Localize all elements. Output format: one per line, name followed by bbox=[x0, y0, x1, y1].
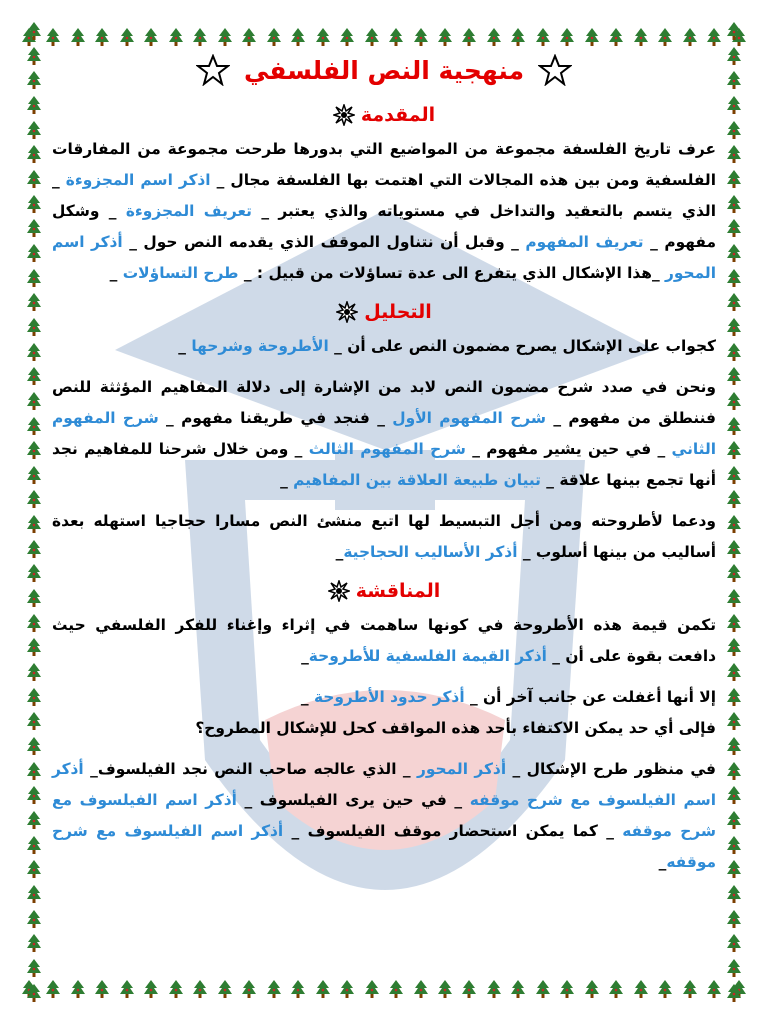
christmas-tree-border-icon bbox=[727, 47, 741, 65]
christmas-tree-border-icon bbox=[27, 984, 41, 1002]
placeholder-text: طرح التساؤلات bbox=[122, 264, 239, 282]
placeholder-text: أذكر اسم المحور bbox=[52, 233, 716, 282]
christmas-tree-border-icon bbox=[95, 28, 109, 46]
body-text: _ وشكل مفهوم _ bbox=[52, 202, 717, 251]
christmas-tree-border-icon bbox=[727, 910, 741, 928]
body-text: كجواب على الإشكال يصرح مضمون النص على أن _ bbox=[328, 337, 716, 355]
christmas-tree-border-icon bbox=[727, 466, 741, 484]
body-text: عرف تاريخ الفلسفة مجموعة من المواضيع التي بدورها طرحت مجموعة من المفارقات الفلسفية ومن بين هذه المجالات التي اهتمت بها الفلسفة مجال _ bbox=[52, 140, 716, 189]
christmas-tree-border-icon bbox=[27, 441, 41, 459]
section-heading-discussion: المناقشة bbox=[355, 580, 441, 602]
christmas-tree-border-icon bbox=[27, 515, 41, 533]
christmas-tree-border-icon bbox=[727, 490, 741, 508]
christmas-tree-border-icon bbox=[727, 318, 741, 336]
christmas-tree-border-icon bbox=[316, 28, 330, 46]
christmas-tree-border-icon bbox=[27, 910, 41, 928]
christmas-tree-border-icon bbox=[27, 540, 41, 558]
christmas-tree-border-icon bbox=[27, 219, 41, 237]
christmas-tree-border-icon bbox=[218, 28, 232, 46]
placeholder-text: شرح المفهوم الثالث bbox=[308, 440, 466, 458]
body-text: _ الذي يتسم بالتعقيد والتداخل في مستوياته والذي يعتبر _ bbox=[52, 171, 716, 220]
body-text: _ bbox=[658, 853, 667, 871]
christmas-tree-border-icon bbox=[27, 737, 41, 755]
christmas-tree-border-icon bbox=[727, 417, 741, 435]
christmas-tree-border-icon bbox=[727, 441, 741, 459]
border-right bbox=[724, 22, 744, 1002]
body-text: _ الذي عالجه صاحب النص نجد الفيلسوف_ bbox=[83, 760, 418, 778]
placeholder-text: تبيان طبيعة العلاقة بين المفاهيم bbox=[293, 471, 541, 489]
placeholder-text: أذكر المحور bbox=[417, 760, 507, 778]
christmas-tree-border-icon bbox=[727, 959, 741, 977]
placeholder-text: أذكر القيمة الفلسفية للأطروحة bbox=[308, 647, 547, 665]
christmas-tree-border-icon bbox=[727, 984, 741, 1002]
border-top bbox=[22, 28, 746, 48]
christmas-tree-border-icon bbox=[438, 28, 452, 46]
christmas-tree-border-icon bbox=[609, 28, 623, 46]
christmas-tree-border-icon bbox=[27, 934, 41, 952]
section-intro bbox=[52, 104, 716, 126]
christmas-tree-border-icon bbox=[727, 564, 741, 582]
placeholder-text: تعريف المجزوءة bbox=[125, 202, 252, 220]
body-text: ونحن في صدد شرح مضمون النص لابد من الإشارة إلى دلالة المفاهيم المؤثثة للنص فننطلق من مفهوم _ bbox=[52, 378, 716, 427]
section-analysis bbox=[52, 301, 716, 323]
burst-icon bbox=[333, 104, 355, 126]
body-text: _ في حين يرى الفيلسوف _ bbox=[236, 791, 470, 809]
christmas-tree-border-icon bbox=[727, 614, 741, 632]
christmas-tree-border-icon bbox=[27, 392, 41, 410]
body-text: _ في حين يشير مفهوم _ bbox=[465, 440, 672, 458]
christmas-tree-border-icon bbox=[727, 367, 741, 385]
christmas-tree-border-icon bbox=[727, 22, 741, 40]
christmas-tree-border-icon bbox=[27, 269, 41, 287]
christmas-tree-border-icon bbox=[27, 589, 41, 607]
body-text: تكمن قيمة هذه الأطروحة في كونها ساهمت في إثراء وإغناء للفكر الفلسفي حيث دافعت بقوة على أن _ bbox=[52, 616, 716, 665]
christmas-tree-border-icon bbox=[27, 490, 41, 508]
christmas-tree-border-icon bbox=[27, 564, 41, 582]
section-heading-analysis: التحليل bbox=[364, 301, 432, 323]
placeholder-text: أذكر اسم الفيلسوف مع شرح موقفه bbox=[52, 791, 717, 840]
christmas-tree-border-icon bbox=[46, 28, 60, 46]
body-text: _ bbox=[178, 337, 192, 355]
christmas-tree-border-icon bbox=[727, 811, 741, 829]
body-text: _ وقبل أن نتناول الموقف الذي يقدمه النص حول _ bbox=[122, 233, 526, 251]
christmas-tree-border-icon bbox=[389, 28, 403, 46]
christmas-tree-border-icon bbox=[727, 392, 741, 410]
burst-icon bbox=[328, 580, 350, 602]
placeholder-text: أذكر اسم الفيلسوف مع شرح موقفه bbox=[52, 822, 716, 871]
placeholder-text: شرح المفهوم الأول bbox=[392, 409, 546, 427]
placeholder-text: أذكر الأساليب الحجاجية bbox=[343, 543, 518, 561]
paragraph-arguments bbox=[52, 506, 716, 568]
christmas-tree-border-icon bbox=[242, 28, 256, 46]
body-text: _ فنجد في طريقنا مفهوم _ bbox=[158, 409, 393, 427]
body-text: فإلى أي حد يمكن الاكتفاء بأحد هذه المواقف كحل للإشكال المطروح؟ bbox=[195, 719, 716, 737]
page-title: منهجية النص الفلسفي bbox=[243, 55, 525, 85]
christmas-tree-border-icon bbox=[727, 145, 741, 163]
christmas-tree-border-icon bbox=[365, 28, 379, 46]
christmas-tree-border-icon bbox=[727, 219, 741, 237]
christmas-tree-border-icon bbox=[727, 71, 741, 89]
christmas-tree-border-icon bbox=[27, 836, 41, 854]
christmas-tree-border-icon bbox=[27, 811, 41, 829]
christmas-tree-border-icon bbox=[71, 28, 85, 46]
christmas-tree-border-icon bbox=[27, 959, 41, 977]
christmas-tree-border-icon bbox=[727, 737, 741, 755]
christmas-tree-border-icon bbox=[27, 885, 41, 903]
body-text: ودعما لأطروحته ومن أجل التبسيط لها اتبع منشئ النص مسارا حجاجيا استهله بعدة أساليب من بينها أسلوب _ bbox=[52, 512, 716, 561]
christmas-tree-border-icon bbox=[27, 71, 41, 89]
christmas-tree-border-icon bbox=[585, 28, 599, 46]
christmas-tree-border-icon bbox=[27, 96, 41, 114]
body-text: _ ومن خلال شرحنا للمفاهيم نجد أنها تجمع بينها علاقة _ bbox=[52, 440, 716, 489]
christmas-tree-border-icon bbox=[727, 934, 741, 952]
paragraph-concepts bbox=[52, 372, 716, 496]
christmas-tree-border-icon bbox=[27, 712, 41, 730]
body-text: _ bbox=[280, 471, 294, 489]
body-text: _ bbox=[109, 264, 123, 282]
paragraph-intro bbox=[52, 134, 716, 289]
christmas-tree-border-icon bbox=[27, 318, 41, 336]
body-text: _ كما يمكن استحضار موقف الفيلسوف _ bbox=[283, 822, 623, 840]
christmas-tree-border-icon bbox=[727, 836, 741, 854]
christmas-tree-border-icon bbox=[727, 293, 741, 311]
christmas-tree-border-icon bbox=[727, 762, 741, 780]
christmas-tree-border-icon bbox=[27, 343, 41, 361]
christmas-tree-border-icon bbox=[27, 195, 41, 213]
section-heading-intro: المقدمة bbox=[360, 104, 436, 126]
document-page bbox=[52, 54, 716, 994]
christmas-tree-border-icon bbox=[193, 28, 207, 46]
paragraph-thesis bbox=[52, 331, 716, 362]
paragraph-perspectives bbox=[52, 754, 716, 878]
christmas-tree-border-icon bbox=[340, 28, 354, 46]
christmas-tree-border-icon bbox=[727, 269, 741, 287]
christmas-tree-border-icon bbox=[291, 28, 305, 46]
christmas-tree-border-icon bbox=[27, 293, 41, 311]
body-text: إلا أنها أغفلت عن جانب آخر أن _ bbox=[464, 688, 716, 706]
christmas-tree-border-icon bbox=[462, 28, 476, 46]
christmas-tree-border-icon bbox=[169, 28, 183, 46]
christmas-tree-border-icon bbox=[27, 170, 41, 188]
christmas-tree-border-icon bbox=[27, 244, 41, 262]
christmas-tree-border-icon bbox=[683, 28, 697, 46]
placeholder-text: شرح المفهوم الثاني bbox=[52, 409, 716, 458]
section-discussion bbox=[52, 580, 716, 602]
placeholder-text: تعريف المفهوم bbox=[525, 233, 644, 251]
christmas-tree-border-icon bbox=[267, 28, 281, 46]
christmas-tree-border-icon bbox=[487, 28, 501, 46]
christmas-tree-border-icon bbox=[727, 885, 741, 903]
title-row bbox=[52, 54, 716, 86]
paragraph-limits bbox=[52, 682, 716, 713]
christmas-tree-border-icon bbox=[727, 96, 741, 114]
christmas-tree-border-icon bbox=[727, 121, 741, 139]
christmas-tree-border-icon bbox=[707, 28, 721, 46]
christmas-tree-border-icon bbox=[727, 343, 741, 361]
christmas-tree-border-icon bbox=[27, 762, 41, 780]
christmas-tree-border-icon bbox=[560, 28, 574, 46]
christmas-tree-border-icon bbox=[511, 28, 525, 46]
body-text: _ bbox=[301, 647, 309, 665]
christmas-tree-border-icon bbox=[27, 121, 41, 139]
christmas-tree-border-icon bbox=[658, 28, 672, 46]
christmas-tree-border-icon bbox=[727, 663, 741, 681]
christmas-tree-border-icon bbox=[727, 688, 741, 706]
placeholder-text: اذكر اسم المجزوءة bbox=[65, 171, 211, 189]
christmas-tree-border-icon bbox=[727, 860, 741, 878]
christmas-tree-border-icon bbox=[727, 244, 741, 262]
christmas-tree-border-icon bbox=[27, 466, 41, 484]
christmas-tree-border-icon bbox=[27, 786, 41, 804]
placeholder-text: الأطروحة وشرحها bbox=[191, 337, 329, 355]
placeholder-text: أذكر اسم الفيلسوف مع شرح موقفه bbox=[52, 760, 716, 809]
christmas-tree-border-icon bbox=[727, 170, 741, 188]
christmas-tree-border-icon bbox=[536, 28, 550, 46]
christmas-tree-border-icon bbox=[27, 417, 41, 435]
christmas-tree-border-icon bbox=[727, 540, 741, 558]
burst-icon bbox=[336, 301, 358, 323]
border-left bbox=[24, 22, 44, 1002]
star-outline-icon bbox=[538, 54, 572, 86]
christmas-tree-border-icon bbox=[27, 145, 41, 163]
christmas-tree-border-icon bbox=[27, 614, 41, 632]
christmas-tree-border-icon bbox=[27, 688, 41, 706]
placeholder-text: أذكر حدود الأطروحة bbox=[313, 688, 465, 706]
christmas-tree-border-icon bbox=[727, 515, 741, 533]
christmas-tree-border-icon bbox=[120, 28, 134, 46]
christmas-tree-border-icon bbox=[27, 47, 41, 65]
paragraph-value bbox=[52, 610, 716, 672]
christmas-tree-border-icon bbox=[144, 28, 158, 46]
christmas-tree-border-icon bbox=[27, 638, 41, 656]
christmas-tree-border-icon bbox=[27, 367, 41, 385]
christmas-tree-border-icon bbox=[727, 712, 741, 730]
paragraph-question bbox=[52, 713, 716, 744]
christmas-tree-border-icon bbox=[634, 28, 648, 46]
body-text: _ bbox=[335, 543, 344, 561]
christmas-tree-border-icon bbox=[727, 638, 741, 656]
christmas-tree-border-icon bbox=[414, 28, 428, 46]
christmas-tree-border-icon bbox=[727, 195, 741, 213]
star-outline-icon bbox=[196, 54, 230, 86]
christmas-tree-border-icon bbox=[27, 663, 41, 681]
body-text: في منظور طرح الإشكال _ bbox=[506, 760, 716, 778]
christmas-tree-border-icon bbox=[727, 589, 741, 607]
body-text: _ bbox=[300, 688, 314, 706]
christmas-tree-border-icon bbox=[727, 786, 741, 804]
body-text: _هذا الإشكال الذي يتفرع الى عدة تساؤلات من قبيل : _ bbox=[238, 264, 666, 282]
christmas-tree-border-icon bbox=[27, 22, 41, 40]
christmas-tree-border-icon bbox=[27, 860, 41, 878]
